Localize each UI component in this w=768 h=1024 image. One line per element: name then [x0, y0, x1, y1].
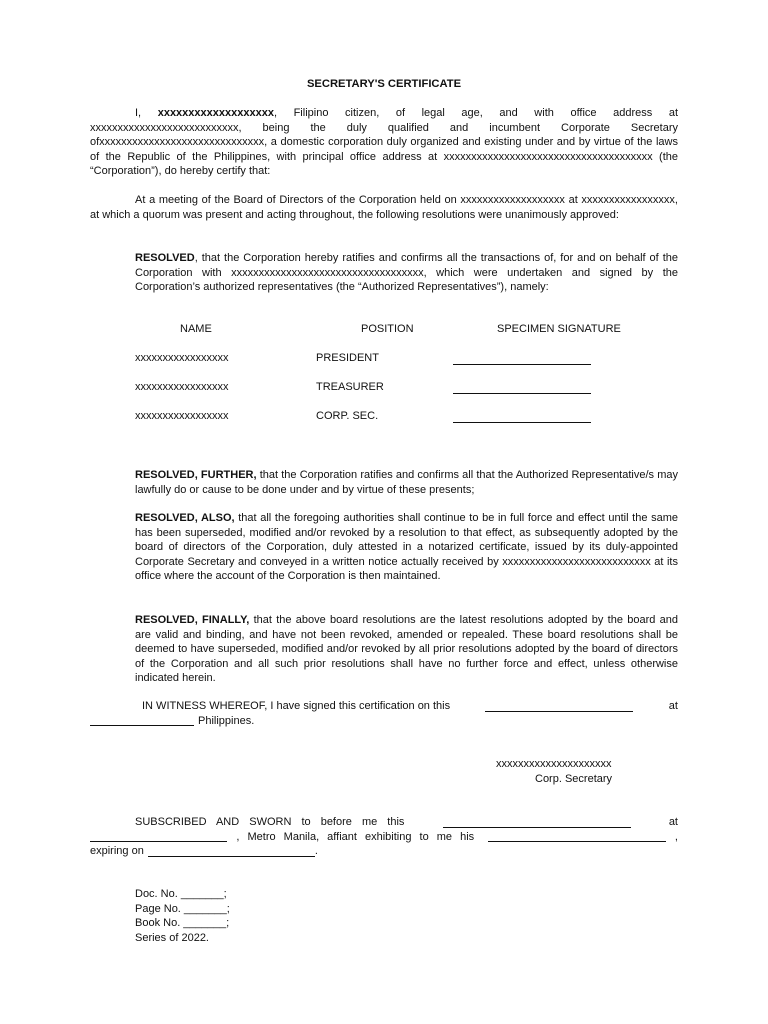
row-position: CORP. SEC. [316, 410, 379, 422]
witness-at: at [668, 700, 678, 712]
secretary-title: Corp. Secretary [535, 773, 613, 785]
resolved-also-lead: RESOLVED, ALSO, [135, 512, 235, 524]
jurat-text: SUBSCRIBED AND SWORN to before me this [135, 816, 405, 828]
secretary-name: xxxxxxxxxxxxxxxxxxxxx [496, 758, 612, 770]
intro-prefix: I, [135, 107, 158, 119]
series-year: Series of 2022. [135, 931, 209, 944]
column-header-name: NAME [180, 323, 212, 335]
witness-philippines: Philippines. [198, 714, 255, 727]
jurat-expiry-blank[interactable] [148, 856, 315, 857]
page-number: Page No. _______; [135, 902, 230, 915]
jurat-expiring-text: expiring on [90, 845, 144, 857]
witness-block [90, 699, 678, 728]
signature-line[interactable] [453, 393, 591, 394]
resolved-also-text: that all the foregoing authorities shall continue to be in full force and effect until the same has been superseded, modified and/or revoked by a resolution to that effect, as subsequently adopted by the board of directors of the Corporation, duly attested in a notarized certificate, issued by its duly-appointed Corporate Secretary and conveyed in a written notice actually received by xxxxxxxxxxxxxxxxxxxxxxxxxxx at its office where the account of the Corporation is then maintained. [135, 512, 678, 582]
jurat-period: . [314, 845, 318, 857]
column-header-signature: SPECIMEN SIGNATURE [497, 323, 621, 335]
jurat-block [90, 815, 678, 859]
jurat-middle-text: , Metro Manila, affiant exhibiting to me his [236, 830, 475, 843]
resolved-text: , that the Corporation hereby ratifies and confirms all the transactions of, for and on behalf of the Corporation with xxxxxxxxxxxxxxxxxxxxxxxxxxxxxxxxxxx, which were undertaken and signed by the Corporation’s authorized representatives (the “Authorized Representatives”), namely: [135, 252, 678, 293]
column-header-position: POSITION [361, 323, 414, 335]
resolved-also-paragraph [135, 511, 678, 584]
row-name: xxxxxxxxxxxxxxxxx [135, 352, 229, 364]
intro-paragraph [90, 106, 678, 179]
secretary-name-placeholder: xxxxxxxxxxxxxxxxxxx [157, 107, 274, 119]
page-title: SECRETARY'S CERTIFICATE [306, 78, 462, 90]
row-position: TREASURER [316, 381, 384, 393]
resolved-finally-paragraph [135, 613, 678, 686]
jurat-comma: , [674, 830, 678, 843]
notarial-details [135, 887, 230, 945]
jurat-at: at [668, 816, 678, 828]
witness-place-blank[interactable] [90, 725, 194, 726]
meeting-paragraph: At a meeting of the Board of Directors of the Corporation held on xxxxxxxxxxxxxxxxxxx at xxxxxxxxxxxxxxxxx, at which a quorum was present and acting throughout, the following resolutions were unanimously approved: [90, 194, 678, 221]
row-name: xxxxxxxxxxxxxxxxx [135, 410, 229, 422]
resolved-finally-lead: RESOLVED, FINALLY, [135, 614, 250, 626]
jurat-place-blank[interactable] [90, 841, 227, 842]
resolved-further-text: that the Corporation ratifies and confirms all that the Authorized Representative/s may lawfully do or cause to be done under and by virtue of these presents; [135, 469, 678, 496]
witness-date-blank[interactable] [485, 711, 633, 712]
resolved-lead: RESOLVED [135, 252, 195, 264]
signature-line[interactable] [453, 422, 591, 423]
signature-line[interactable] [453, 364, 591, 365]
witness-text: IN WITNESS WHEREOF, I have signed this certification on this [142, 700, 451, 712]
resolved-finally-text: that the above board resolutions are the latest resolutions adopted by the board and are valid and binding, and have not been revoked, amended or repealed. These board resolutions shall be deemed to have superseded, modified and/or revoked by all prior resolutions adopted by the board of directors of the Corporation and all such prior resolutions shall have no further force and effect, unless otherwise indicated herein. [135, 614, 678, 684]
book-number: Book No. _______; [135, 917, 230, 929]
intro-text: , Filipino citizen, of legal age, and with office address at xxxxxxxxxxxxxxxxxxxxxxxxxxx, being the duly qualified and incumbent Corporate Secretary ofxxxxxxxxxxxxxxxxxxxxxxxxxxxxxx, a domestic corporation duly organized and existing under and by virtue of the laws of the Republic of the Philippines, with principal office address at xxxxxxxxxxxxxxxxxxxxxxxxxxxxxxxxxxxxxx (the “Corporation”), do hereby certify that: [90, 107, 679, 177]
jurat-id-blank[interactable] [488, 841, 666, 842]
row-name: xxxxxxxxxxxxxxxxx [135, 381, 229, 393]
row-position: PRESIDENT [316, 352, 379, 364]
resolved-paragraph [135, 251, 678, 295]
resolved-further-lead: RESOLVED, FURTHER, [135, 469, 257, 481]
resolved-further-paragraph [135, 468, 678, 497]
doc-number: Doc. No. _______; [135, 888, 227, 900]
jurat-date-blank[interactable] [443, 827, 631, 828]
